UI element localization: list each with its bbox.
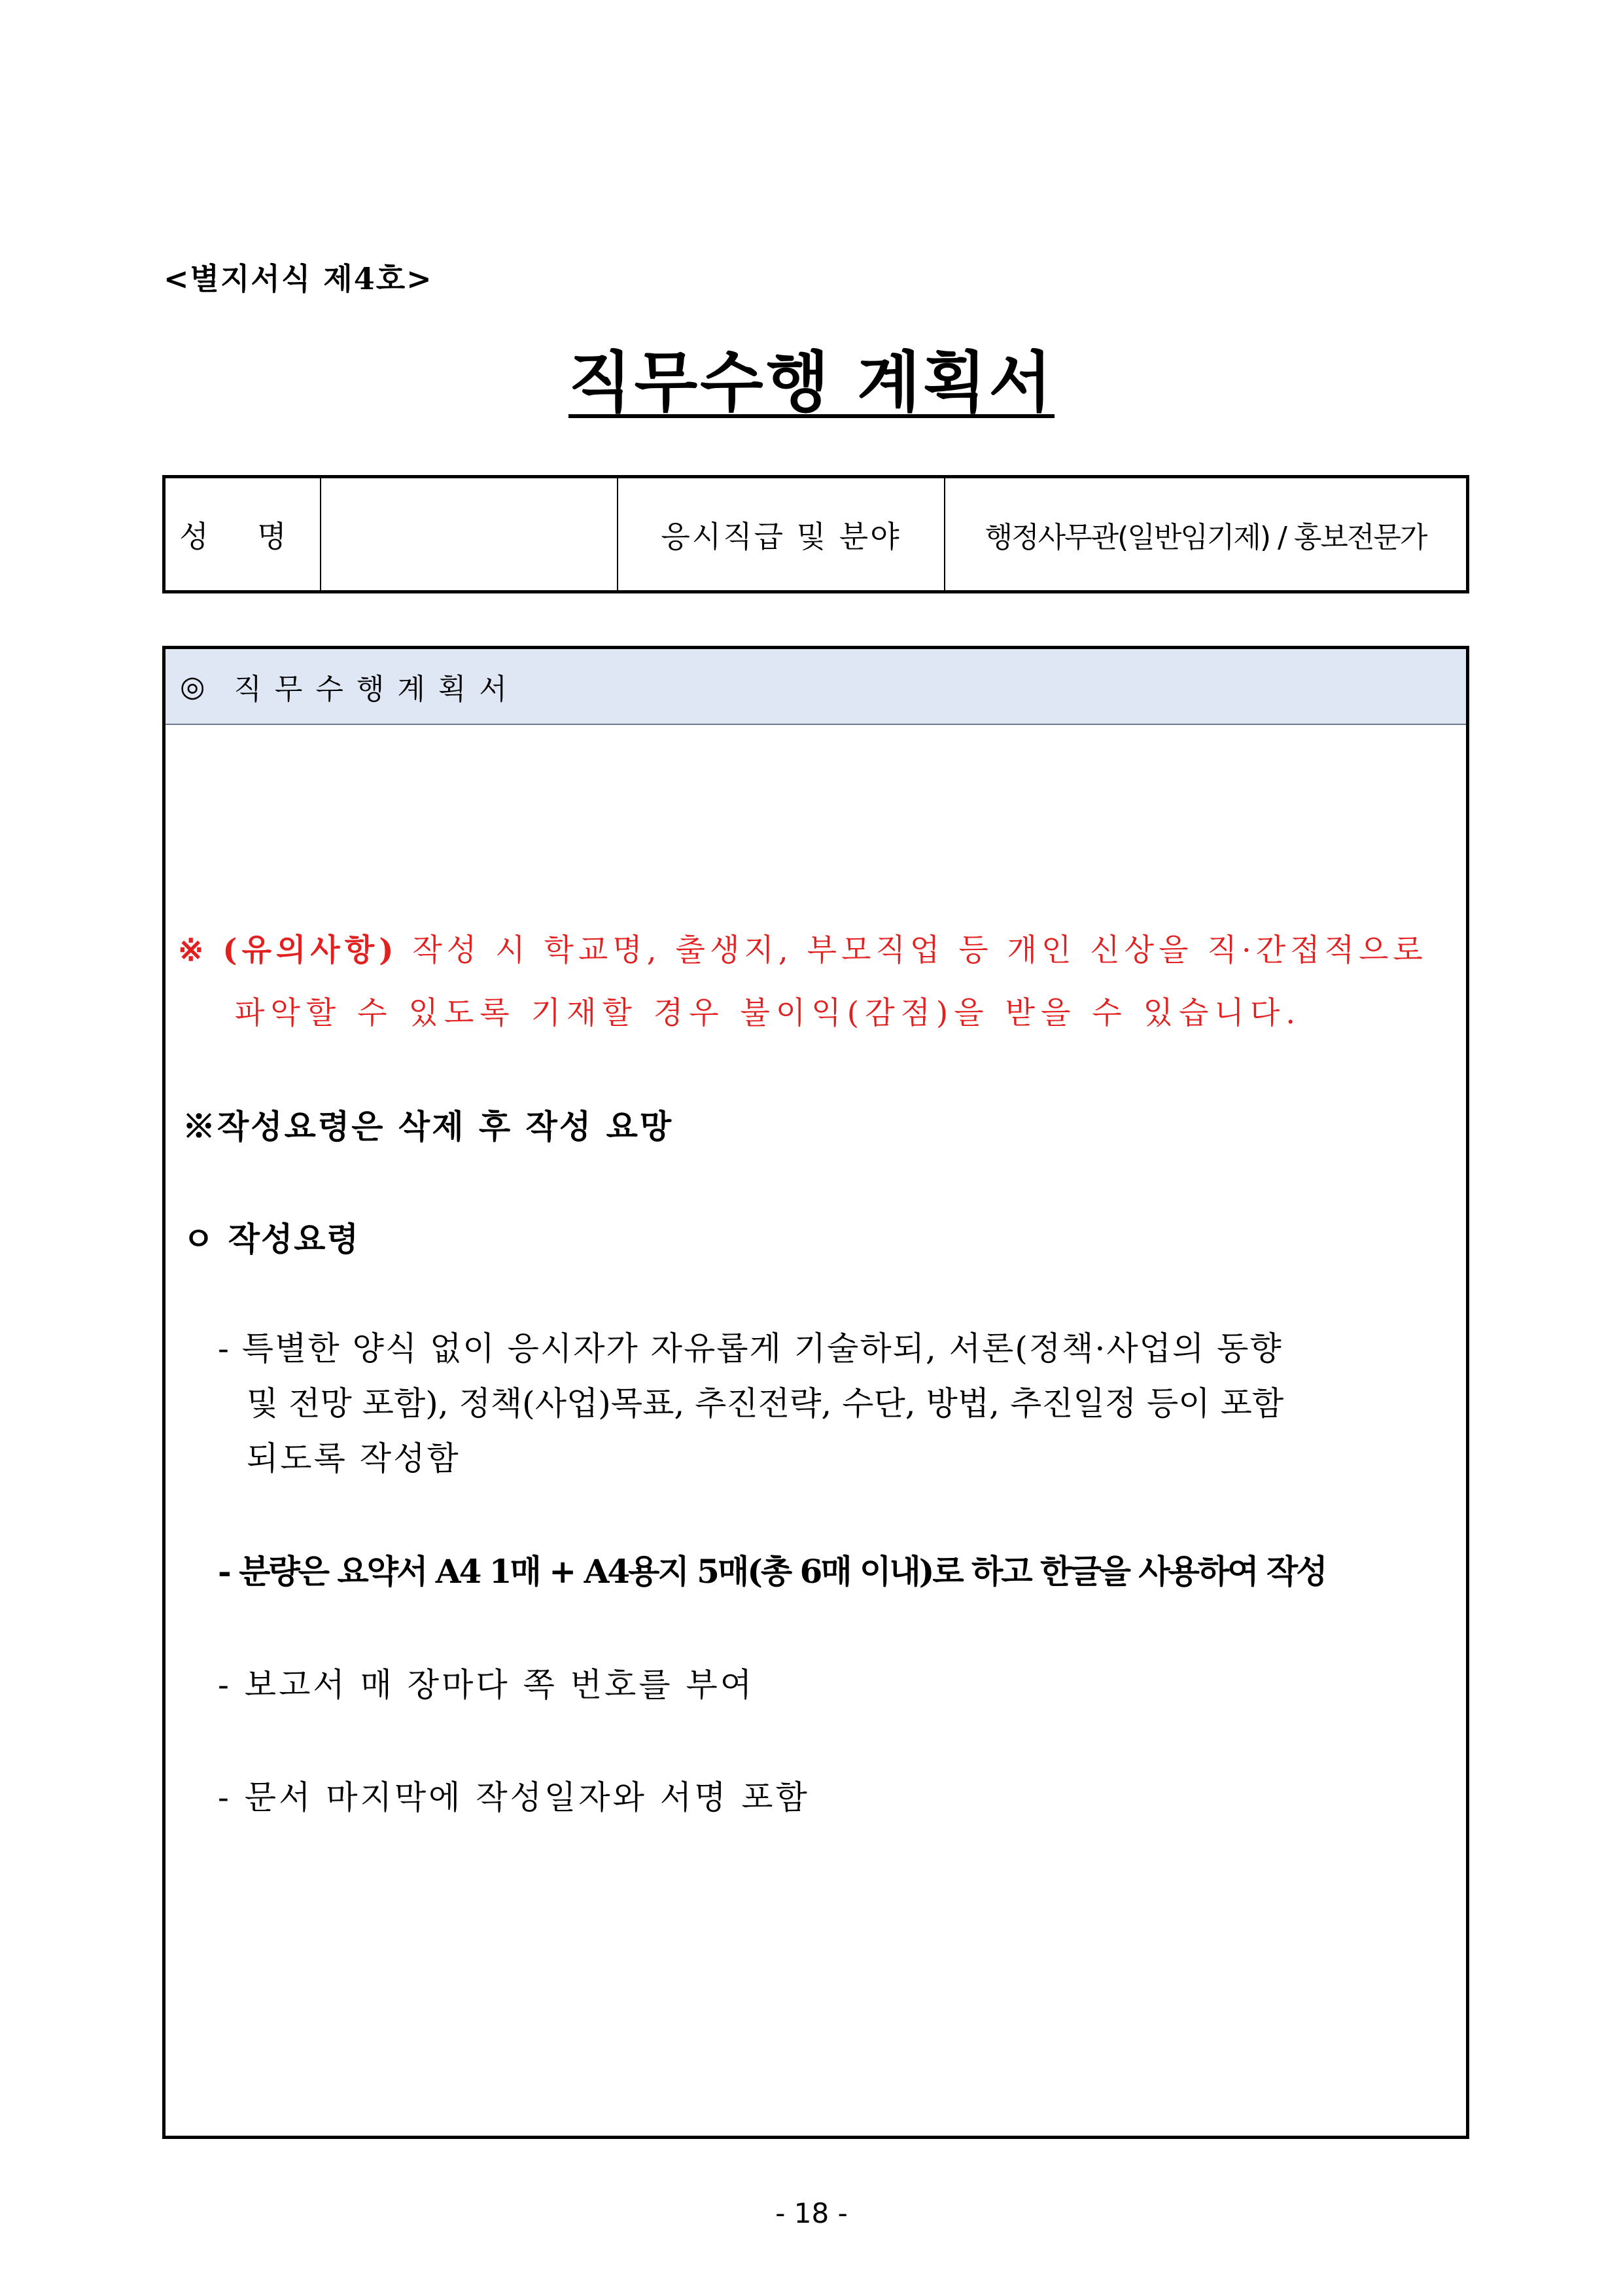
- guide-item-4: - 문서 마지막에 작성일자와 서명 포함: [218, 1778, 810, 1816]
- name-label: 성 명: [164, 477, 321, 592]
- guide-item-3: - 보고서 매 장마다 쪽 번호를 부여: [218, 1666, 755, 1704]
- guide-item-2: - 분량은 요약서 A4 1매 + A4용지 5매(총 6매 이내)로 하고 한글을 사용하여 작성: [218, 1552, 1326, 1591]
- notice-block: [178, 919, 1454, 1045]
- notice-text-1: 작성 시 학교명, 출생지, 부모직업 등 개인 신상을 직·간접적으로: [412, 932, 1427, 968]
- notice-heading: (유의사항): [222, 932, 398, 968]
- double-circle-icon: ◎: [180, 669, 205, 703]
- position-value: 행정사무관(일반임기제) / 홍보전문가: [945, 477, 1468, 592]
- name-field[interactable]: [321, 477, 618, 592]
- guide-item-1-line-2: 및 전망 포함), 정책(사업)목표, 추진전략, 수단, 방법, 추진일정 등이 포함: [247, 1385, 1284, 1422]
- writing-guide-heading: ㅇ 작성요령: [183, 1220, 360, 1258]
- delete-instruction-note: ※작성요령은 삭제 후 작성 요망: [183, 1107, 674, 1146]
- document-title: [0, 340, 1623, 425]
- page-number: - 18 -: [775, 2197, 848, 2229]
- position-label: 응시직급 및 분야: [618, 477, 945, 592]
- job-plan-header: [166, 649, 1466, 725]
- applicant-info-table: [162, 475, 1469, 593]
- notice-line-2: 파악할 수 있도록 기재할 경우 불이익(감점)을 받을 수 있습니다.: [235, 995, 1302, 1031]
- notice-line-1: [178, 919, 1454, 982]
- document-title-text: 직무수행 계획서: [568, 344, 1055, 421]
- guide-item-1-line-1: - 특별한 양식 없이 응시자가 자유롭게 기술하되, 서론(정책·사업의 동향: [218, 1330, 1283, 1368]
- applicant-info-row: [164, 477, 1468, 592]
- guide-item-1-line-3: 되도록 작성함: [247, 1439, 461, 1477]
- reference-mark: ※: [178, 932, 209, 968]
- form-number-label: <별지서식 제4호>: [164, 261, 433, 296]
- job-plan-header-text: 직무수행계획서: [234, 673, 520, 706]
- job-plan-box: [162, 646, 1469, 2139]
